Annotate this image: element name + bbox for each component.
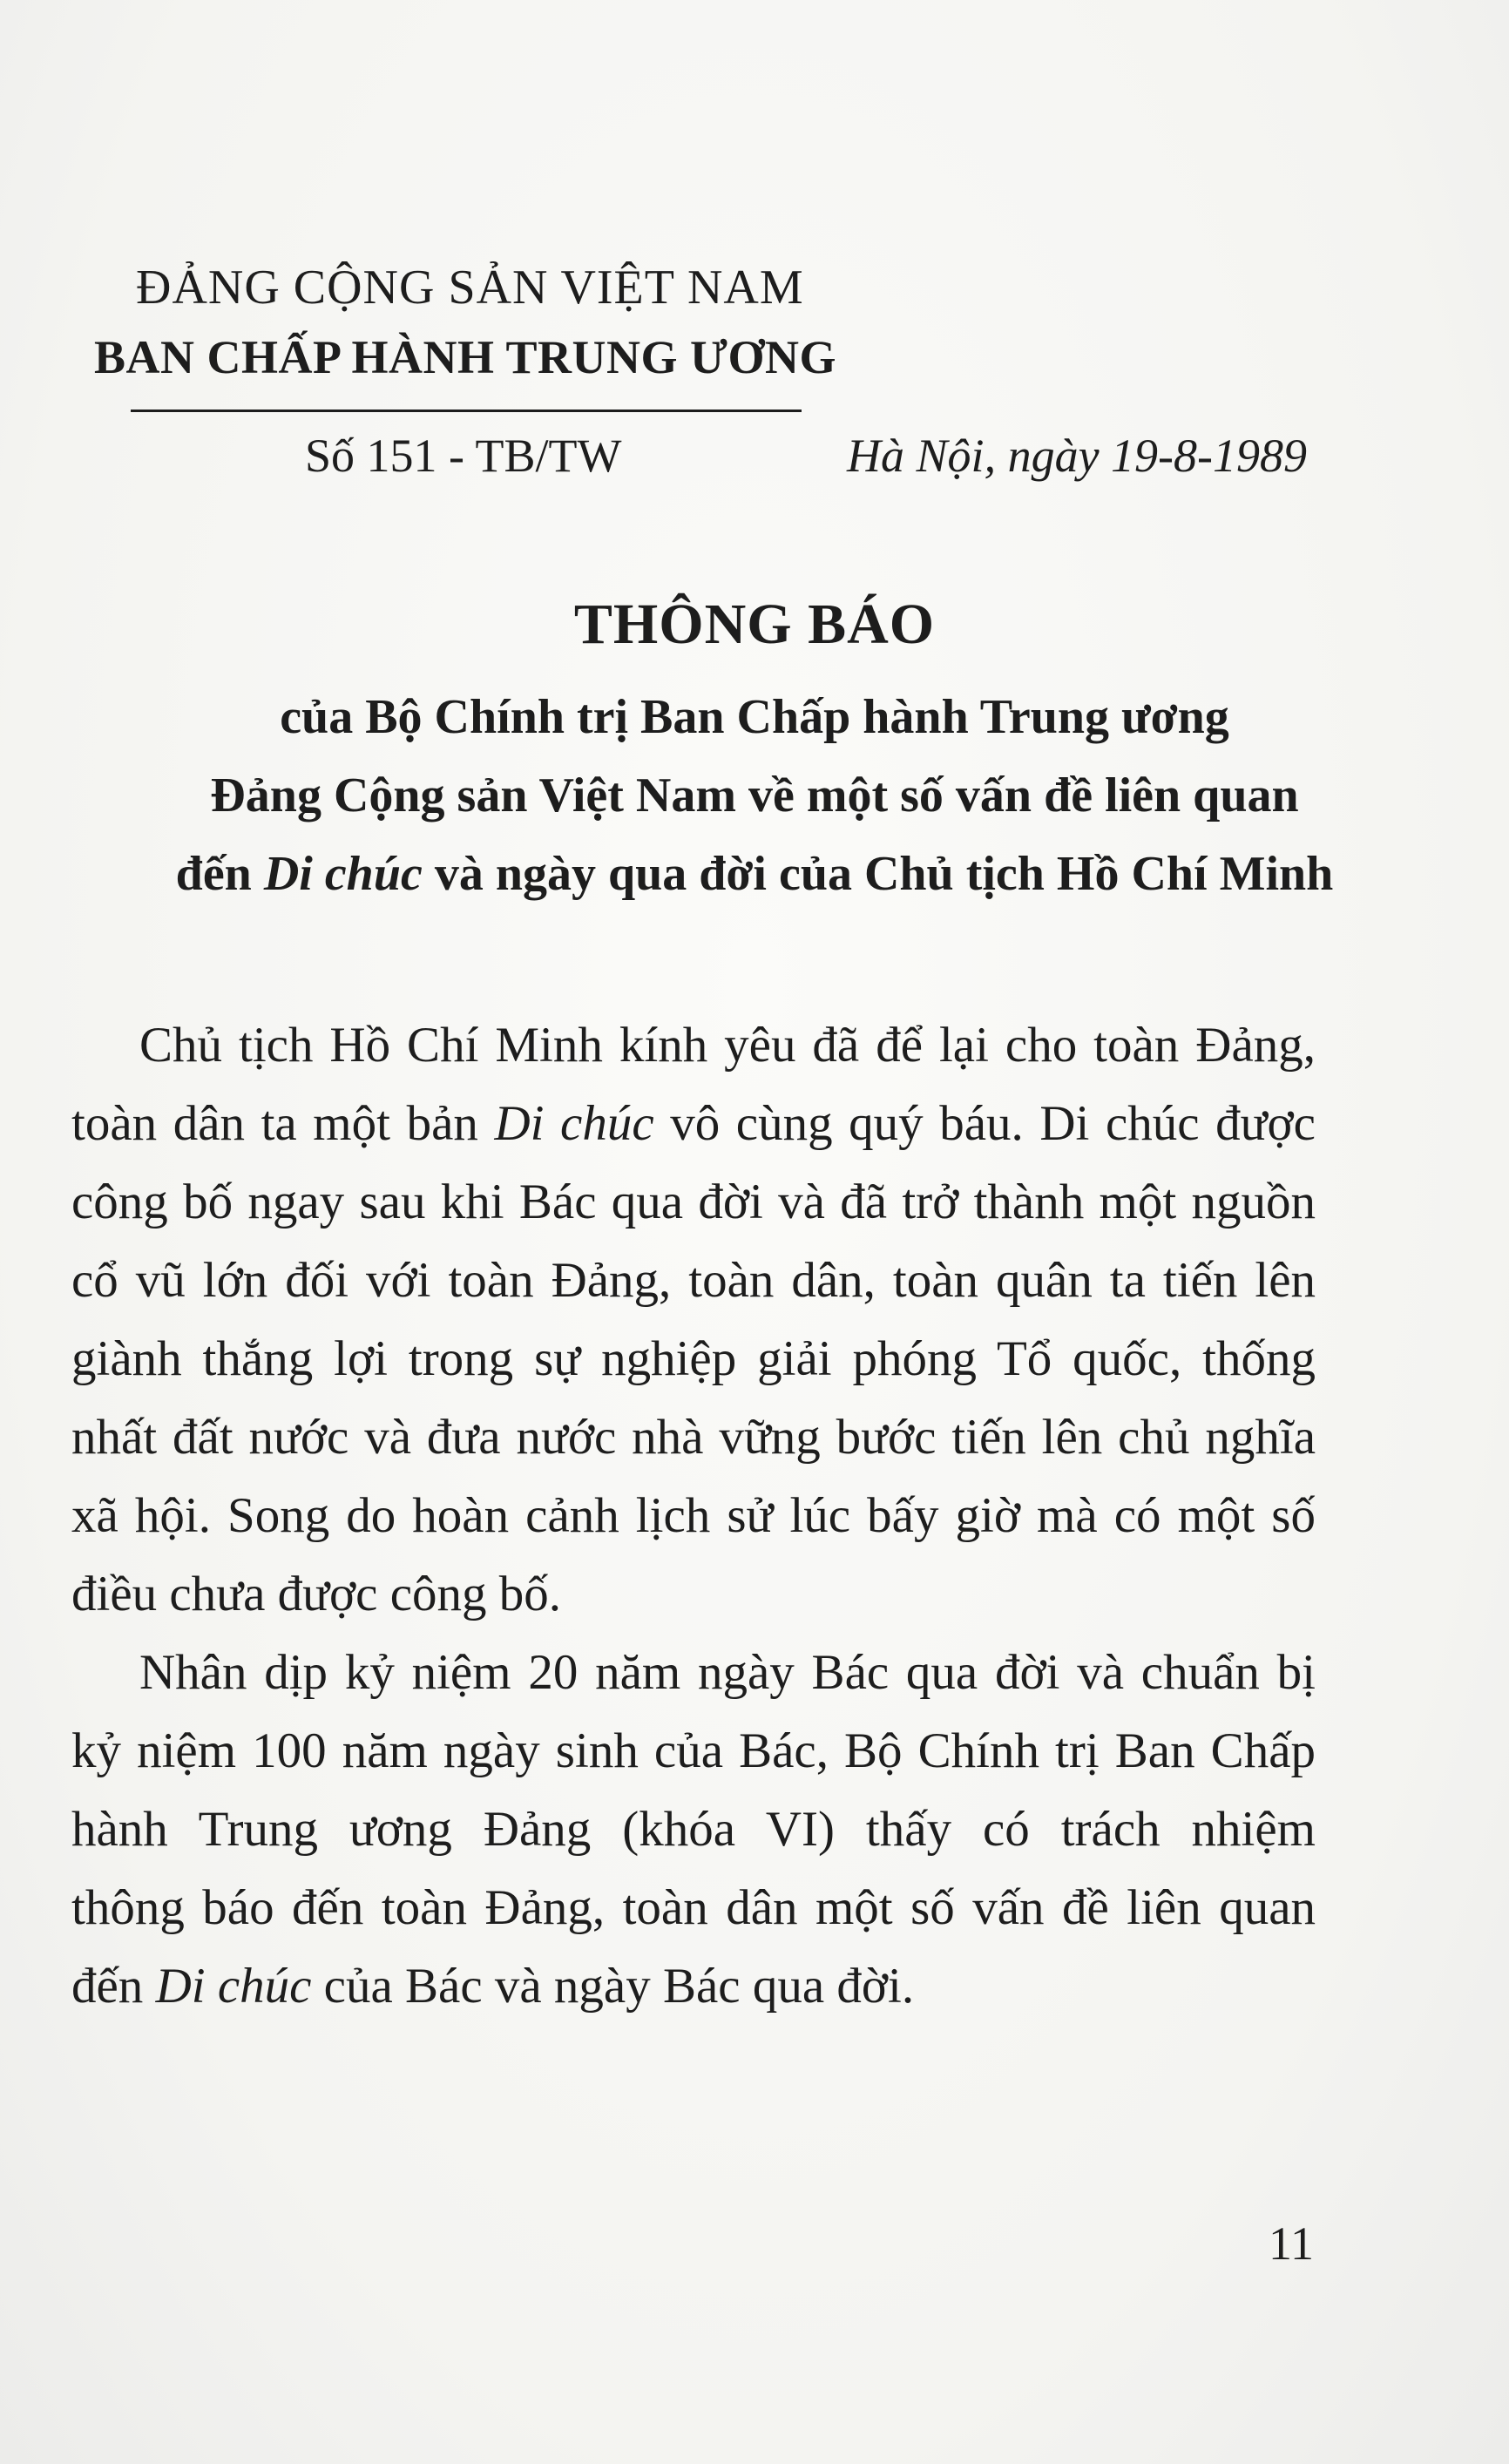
paragraph-line: cổ vũ lớn đối với toàn Đảng, toàn dân, toàn quân ta tiến lên — [71, 1253, 1316, 1308]
paragraph-line: xã hội. Song do hoàn cảnh lịch sử lúc bấy giờ mà có một số — [71, 1488, 1316, 1543]
subtitle-text: và ngày qua đời của Chủ tịch Hồ Chí Minh — [422, 847, 1334, 901]
party-name: ĐẢNG CỘNG SẢN VIỆT NAM — [136, 261, 804, 315]
paragraph-line: Chủ tịch Hồ Chí Minh kính yêu đã để lại cho toàn Đảng, — [139, 1018, 1316, 1073]
paragraph-line: điều chưa được công bố. — [71, 1567, 562, 1621]
paragraph-line — [71, 1947, 1316, 2026]
header-divider — [131, 410, 802, 412]
subtitle-emphasis: Di chúc — [263, 847, 423, 901]
paragraph-text: của Bác và ngày Bác qua đời. — [311, 1959, 915, 2014]
paragraph-emphasis: Di chúc — [494, 1096, 654, 1151]
paragraph-line: công bố ngay sau khi Bác qua đời và đã trở thành một nguồn — [71, 1174, 1316, 1229]
paragraph-emphasis: Di chúc — [155, 1959, 312, 2014]
committee-name: BAN CHẤP HÀNH TRUNG ƯƠNG — [94, 331, 837, 383]
paragraph-text: vô cùng quý báu. Di chúc được — [653, 1096, 1316, 1151]
notice-title: THÔNG BÁO — [573, 592, 936, 656]
subtitle-line — [87, 835, 1422, 913]
paragraph-text: đến — [71, 1959, 156, 2014]
paragraph-line: Nhân dịp kỷ niệm 20 năm ngày Bác qua đời và chuẩn bị — [139, 1645, 1316, 1700]
paragraph-line — [71, 1085, 1316, 1163]
paragraph-line: kỷ niệm 100 năm ngày sinh của Bác, Bộ Chính trị Ban Chấp — [71, 1723, 1316, 1778]
body-paragraph-1 — [71, 1006, 1316, 1634]
body-paragraph-2 — [71, 1634, 1316, 2026]
paragraph-line: giành thắng lợi trong sự nghiệp giải phóng Tổ quốc, thống — [71, 1331, 1316, 1386]
paragraph-line: thông báo đến toàn Đảng, toàn dân một số vấn đề liên quan — [71, 1880, 1316, 1935]
notice-subtitle — [87, 678, 1422, 913]
subtitle-text: đến — [175, 847, 264, 901]
subtitle-line: Đảng Cộng sản Việt Nam về một số vấn đề liên quan — [210, 768, 1299, 822]
document-number: Số 151 - TB/TW — [305, 430, 622, 482]
issuing-authority — [94, 253, 878, 392]
document-date: Hà Nội, ngày 19-8-1989 — [847, 430, 1307, 482]
paragraph-text: toàn dân ta một bản — [71, 1096, 495, 1151]
paragraph-line: nhất đất nước và đưa nước nhà vững bước tiến lên chủ nghĩa — [71, 1410, 1316, 1465]
page-number: 11 — [1269, 2217, 1314, 2270]
subtitle-line: của Bộ Chính trị Ban Chấp hành Trung ương — [280, 690, 1229, 744]
paragraph-line: hành Trung ương Đảng (khóa VI) thấy có trách nhiệm — [71, 1802, 1316, 1857]
